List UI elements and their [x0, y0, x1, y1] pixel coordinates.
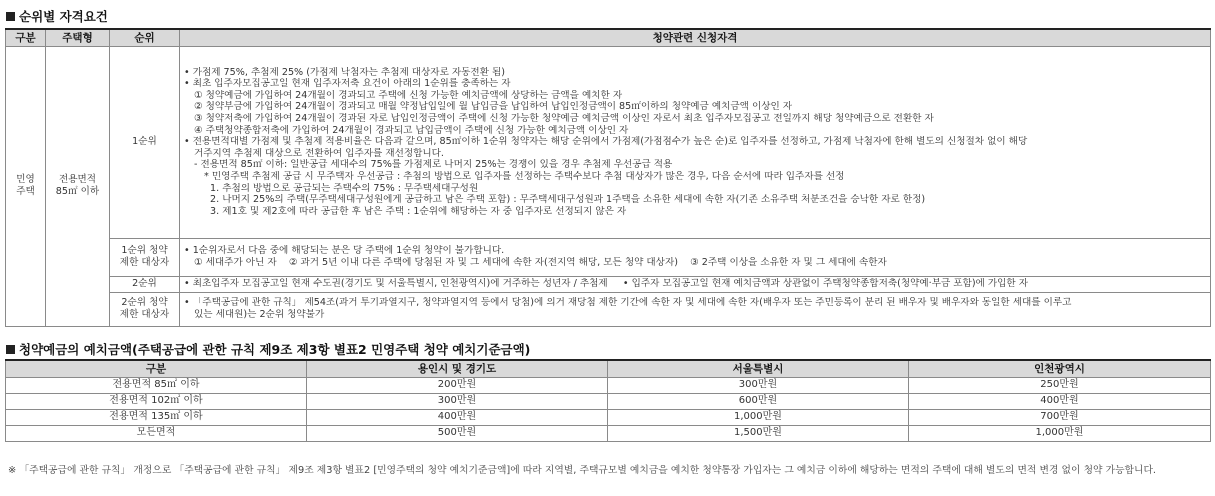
text-line: - 전용면적 85㎡ 이하: 일반공급 세대수의 75%를 가점제로 나머지 25%는 경쟁이 있을 경우 추첨제 우선공급 적용 — [194, 159, 673, 171]
qualification-cell — [180, 238, 1211, 276]
text-line: 있는 세대원)는 2순위 청약불가 — [194, 309, 325, 320]
text-line: ③ 청약저축에 가입하여 24개월이 경과된 자로 납입인정금액이 주택에 신청 가능한 청약예금 예치금액 이상인 자로서 최초 입주자모집공고 전일까지 해당 청약예금으로 전환한 자 — [194, 113, 934, 125]
category-cell: 민영 주택 — [6, 46, 46, 326]
amount-cell: 700만원 — [909, 409, 1211, 425]
amount-cell: 1,500만원 — [608, 425, 909, 441]
footnote: ※ 「주택공급에 관한 규칙」 개정으로 「주택공급에 관한 규칙」 제9조 제3항 별표2 [민영주택의 청약 예치기준금액]에 따라 지역별, 주택규모별 예치금을 예치한 청약통장 가입자는 그 예치금 이하에 해당하는 면적의 주택에 대해 별도의 면적 변경 없이 청약 가능합니다. — [8, 465, 1157, 476]
header-incheon: 인천광역시 — [909, 360, 1211, 377]
rank-cell: 2순위 청약 제한 대상자 — [110, 292, 180, 326]
text-line: 2. 나머지 25%의 주택(무주택세대구성원에게 공급하고 남은 주택 포함) : 무주택세대구성원과 1주택을 소유한 세대에 속한 자(기존 소유주택 처분조건을 승낙한 자로 한정) — [210, 194, 926, 206]
header-area: 구분 — [6, 360, 307, 377]
square-bullet-icon — [6, 345, 15, 354]
area-cell: 전용면적 102㎡ 이하 — [6, 393, 307, 409]
text-line: • 최초입주자 모집공고일 현재 수도권(경기도 및 서울특별시, 인천광역시)에 거주하는 성년자 / 추첨제 • 입주자 모집공고일 현재 예치금액과 상관없이 주택청약종합저축(청약예·부금 포함)에 가입한 자 — [184, 278, 1028, 290]
table-row — [6, 393, 1211, 409]
qualification-cell — [180, 276, 1211, 292]
header-house-type: 주택형 — [46, 29, 110, 46]
text-line: • 최초 입주자모집공고일 현재 입주자저축 요건이 아래의 1순위를 충족하는 자 — [184, 78, 511, 90]
text-line: 거주지역 추첨제 대상으로 전환하여 입주자를 재선정합니다. — [194, 147, 444, 159]
section1-title: 순위별 자격요건 — [6, 7, 108, 25]
area-cell: 전용면적 135㎡ 이하 — [6, 409, 307, 425]
text-line: • 전용면적대별 가점제 및 추첨제 적용비율은 다음과 같으며, 85㎡이하 1순위 청약자는 해당 순위에서 가점제(가점점수가 높은 순)로 입주자를 선정하고, 가점제 낙첨자에 한해 별도의 신청절차 없이 해당 — [184, 136, 1028, 148]
amount-cell: 1,000만원 — [608, 409, 909, 425]
amount-cell: 400만원 — [909, 393, 1211, 409]
text-line: ④ 주택청약종합저축에 가입하여 24개월이 경과되고 납입금액이 주택에 신청 가능한 예치금액 이상인 자 — [194, 124, 629, 136]
text-line: • 가점제 75%, 추첨제 25% (가점제 낙첨자는 추첨제 대상자로 자동전환 됨) — [184, 66, 506, 78]
deposit-header-row — [6, 360, 1211, 377]
rank-cell: 1순위 — [110, 46, 180, 238]
table-row — [6, 238, 1211, 276]
qualification-cell — [180, 46, 1211, 238]
qualification-cell — [180, 292, 1211, 326]
header-yongin-gyeonggi: 용인시 및 경기도 — [307, 360, 608, 377]
rank-cell: 2순위 — [110, 276, 180, 292]
area-cell: 전용면적 85㎡ 이하 — [6, 377, 307, 393]
table-row — [6, 425, 1211, 441]
house-type-cell: 전용면적 85㎡ 이하 — [46, 46, 110, 326]
text-line: * 민영주택 추첨제 공급 시 무주택자 우선공급 : 추첨의 방법으로 입주자를 선정하는 주택수보다 추첨 대상자가 많은 경우, 다음 순서에 따라 입주자를 선정 — [204, 170, 845, 182]
deposit-table — [5, 359, 1211, 442]
area-cell: 모든면적 — [6, 425, 307, 441]
text-line: ② 청약부금에 가입하여 24개월이 경과되고 매월 약정납입일에 월 납입금을 납입하여 납입인정금액이 85㎡이하의 청약예금 예치금액 이상인 자 — [194, 101, 793, 113]
eligibility-table — [5, 28, 1211, 327]
header-rank: 순위 — [110, 29, 180, 46]
header-category: 구분 — [6, 29, 46, 46]
amount-cell: 600만원 — [608, 393, 909, 409]
header-qualification: 청약관련 신청자격 — [180, 29, 1211, 46]
header-seoul: 서울특별시 — [608, 360, 909, 377]
text-line: ① 세대주가 아닌 자 ② 과거 5년 이내 다른 주택에 당첨된 자 및 그 세대에 속한 자(전지역 해당, 모든 청약 대상자) ③ 2주택 이상을 소유한 자 및 그 세대에 속한자 — [194, 257, 887, 268]
square-bullet-icon — [6, 12, 15, 21]
eligibility-header-row — [6, 29, 1211, 46]
amount-cell: 1,000만원 — [909, 425, 1211, 441]
text-line: 1. 추첨의 방법으로 공급되는 주택수의 75% : 무주택세대구성원 — [210, 182, 479, 194]
table-row — [6, 377, 1211, 393]
amount-cell: 250만원 — [909, 377, 1211, 393]
text-line: • 1순위자로서 다음 중에 해당되는 분은 당 주택에 1순위 청약이 불가합니다. — [184, 245, 505, 257]
amount-cell: 500만원 — [307, 425, 608, 441]
amount-cell: 200만원 — [307, 377, 608, 393]
amount-cell: 400만원 — [307, 409, 608, 425]
table-row — [6, 409, 1211, 425]
amount-cell: 300만원 — [307, 393, 608, 409]
table-row — [6, 292, 1211, 326]
table-row — [6, 46, 1211, 238]
text-line: • 「주택공급에 관한 규칙」 제54조(과거 투기과열지구, 청약과열지역 등에서 당첨)에 의거 재당첨 제한 기간에 속한 자 및 세대에 속한 자(배우자 또는 주민등록이 분리 된 배우자 및 배우자와 동일한 세대를 이루고 — [184, 297, 1072, 309]
text-line: 3. 제1호 및 제2호에 따라 공급한 후 남은 주택 : 1순위에 해당하는 자 중 입주자로 선정되지 않은 자 — [210, 205, 627, 217]
rank-cell: 1순위 청약 제한 대상자 — [110, 238, 180, 276]
table-row — [6, 276, 1211, 292]
section2-title: 청약예금의 예치금액(주택공급에 관한 규칙 제9조 제3항 별표2 민영주택 청약 예치기준금액) — [6, 340, 530, 358]
text-line: ① 청약예금에 가입하여 24개월이 경과되고 주택에 신청 가능한 예치금액에 상당하는 금액을 예치한 자 — [194, 89, 623, 101]
amount-cell: 300만원 — [608, 377, 909, 393]
